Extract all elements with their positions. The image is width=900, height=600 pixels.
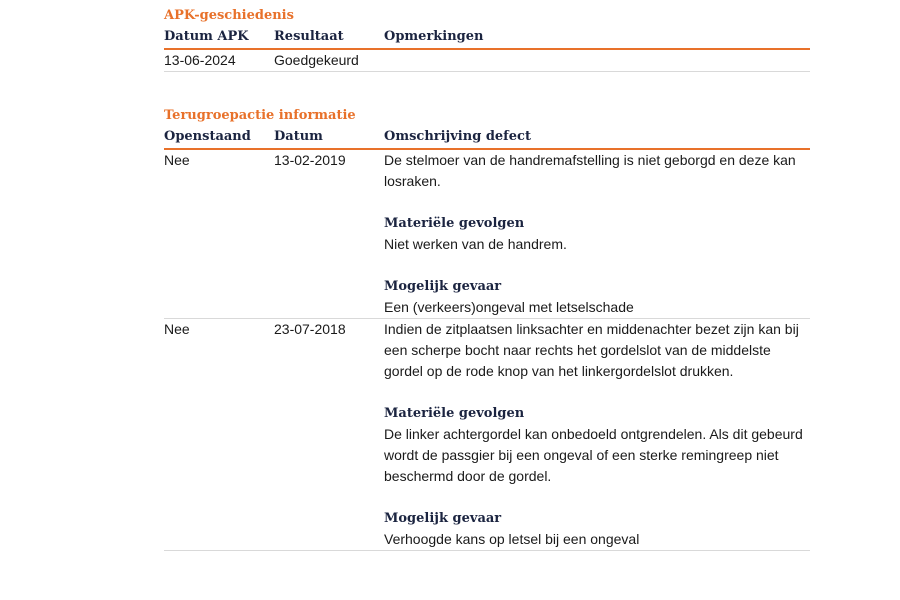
recall-table-header bbox=[164, 126, 810, 150]
apk-remarks bbox=[384, 50, 810, 71]
danger-heading: Mogelijk gevaar bbox=[384, 511, 502, 526]
danger-text: Verhoogde kans op letsel bij een ongeval bbox=[384, 531, 640, 547]
header-remarks: Opmerkingen bbox=[384, 29, 484, 44]
consequences-text: Niet werken van de handrem. bbox=[384, 236, 567, 252]
apk-history-title: APK-geschiedenis bbox=[164, 8, 294, 23]
recall-date: 13-02-2019 bbox=[274, 152, 346, 168]
header-apk-date: Datum APK bbox=[164, 29, 249, 44]
apk-table-header bbox=[164, 26, 810, 50]
recall-date: 23-07-2018 bbox=[274, 321, 346, 337]
consequences-heading: Materiële gevolgen bbox=[384, 406, 525, 421]
recall-open-status: Nee bbox=[164, 321, 190, 337]
header-date: Datum bbox=[274, 129, 323, 144]
table-row bbox=[164, 50, 810, 72]
header-defect-description: Omschrijving defect bbox=[384, 129, 531, 144]
consequences-heading: Materiële gevolgen bbox=[384, 216, 525, 231]
table-row bbox=[164, 319, 810, 551]
danger-heading: Mogelijk gevaar bbox=[384, 279, 502, 294]
recall-info-title: Terugroepactie informatie bbox=[164, 108, 356, 123]
consequences-text: De linker achtergordel kan onbedoeld ontgrendelen. Als dit gebeurd wordt de passgier bij een ongeval of een sterke remingreep niet beschermd door de gordel. bbox=[384, 426, 803, 484]
apk-history-section bbox=[164, 6, 810, 72]
header-open: Openstaand bbox=[164, 129, 251, 144]
defect-description: Indien de zitplaatsen linksachter en middenachter bezet zijn kan bij een scherpe bocht naar rechts het gordelslot van de middelste gordel op de rode knop van het linkergordelslot drukken. bbox=[384, 321, 799, 379]
recall-description-cell bbox=[384, 150, 810, 318]
recall-open-status: Nee bbox=[164, 152, 190, 168]
table-row bbox=[164, 150, 810, 319]
header-result: Resultaat bbox=[274, 29, 344, 44]
danger-text: Een (verkeers)ongeval met letselschade bbox=[384, 299, 634, 315]
recall-description-cell bbox=[384, 319, 810, 550]
defect-description: De stelmoer van de handremafstelling is niet geborgd en deze kan losraken. bbox=[384, 152, 796, 189]
recall-info-section bbox=[164, 106, 810, 551]
apk-result: Goedgekeurd bbox=[274, 52, 359, 68]
apk-date: 13-06-2024 bbox=[164, 52, 236, 68]
